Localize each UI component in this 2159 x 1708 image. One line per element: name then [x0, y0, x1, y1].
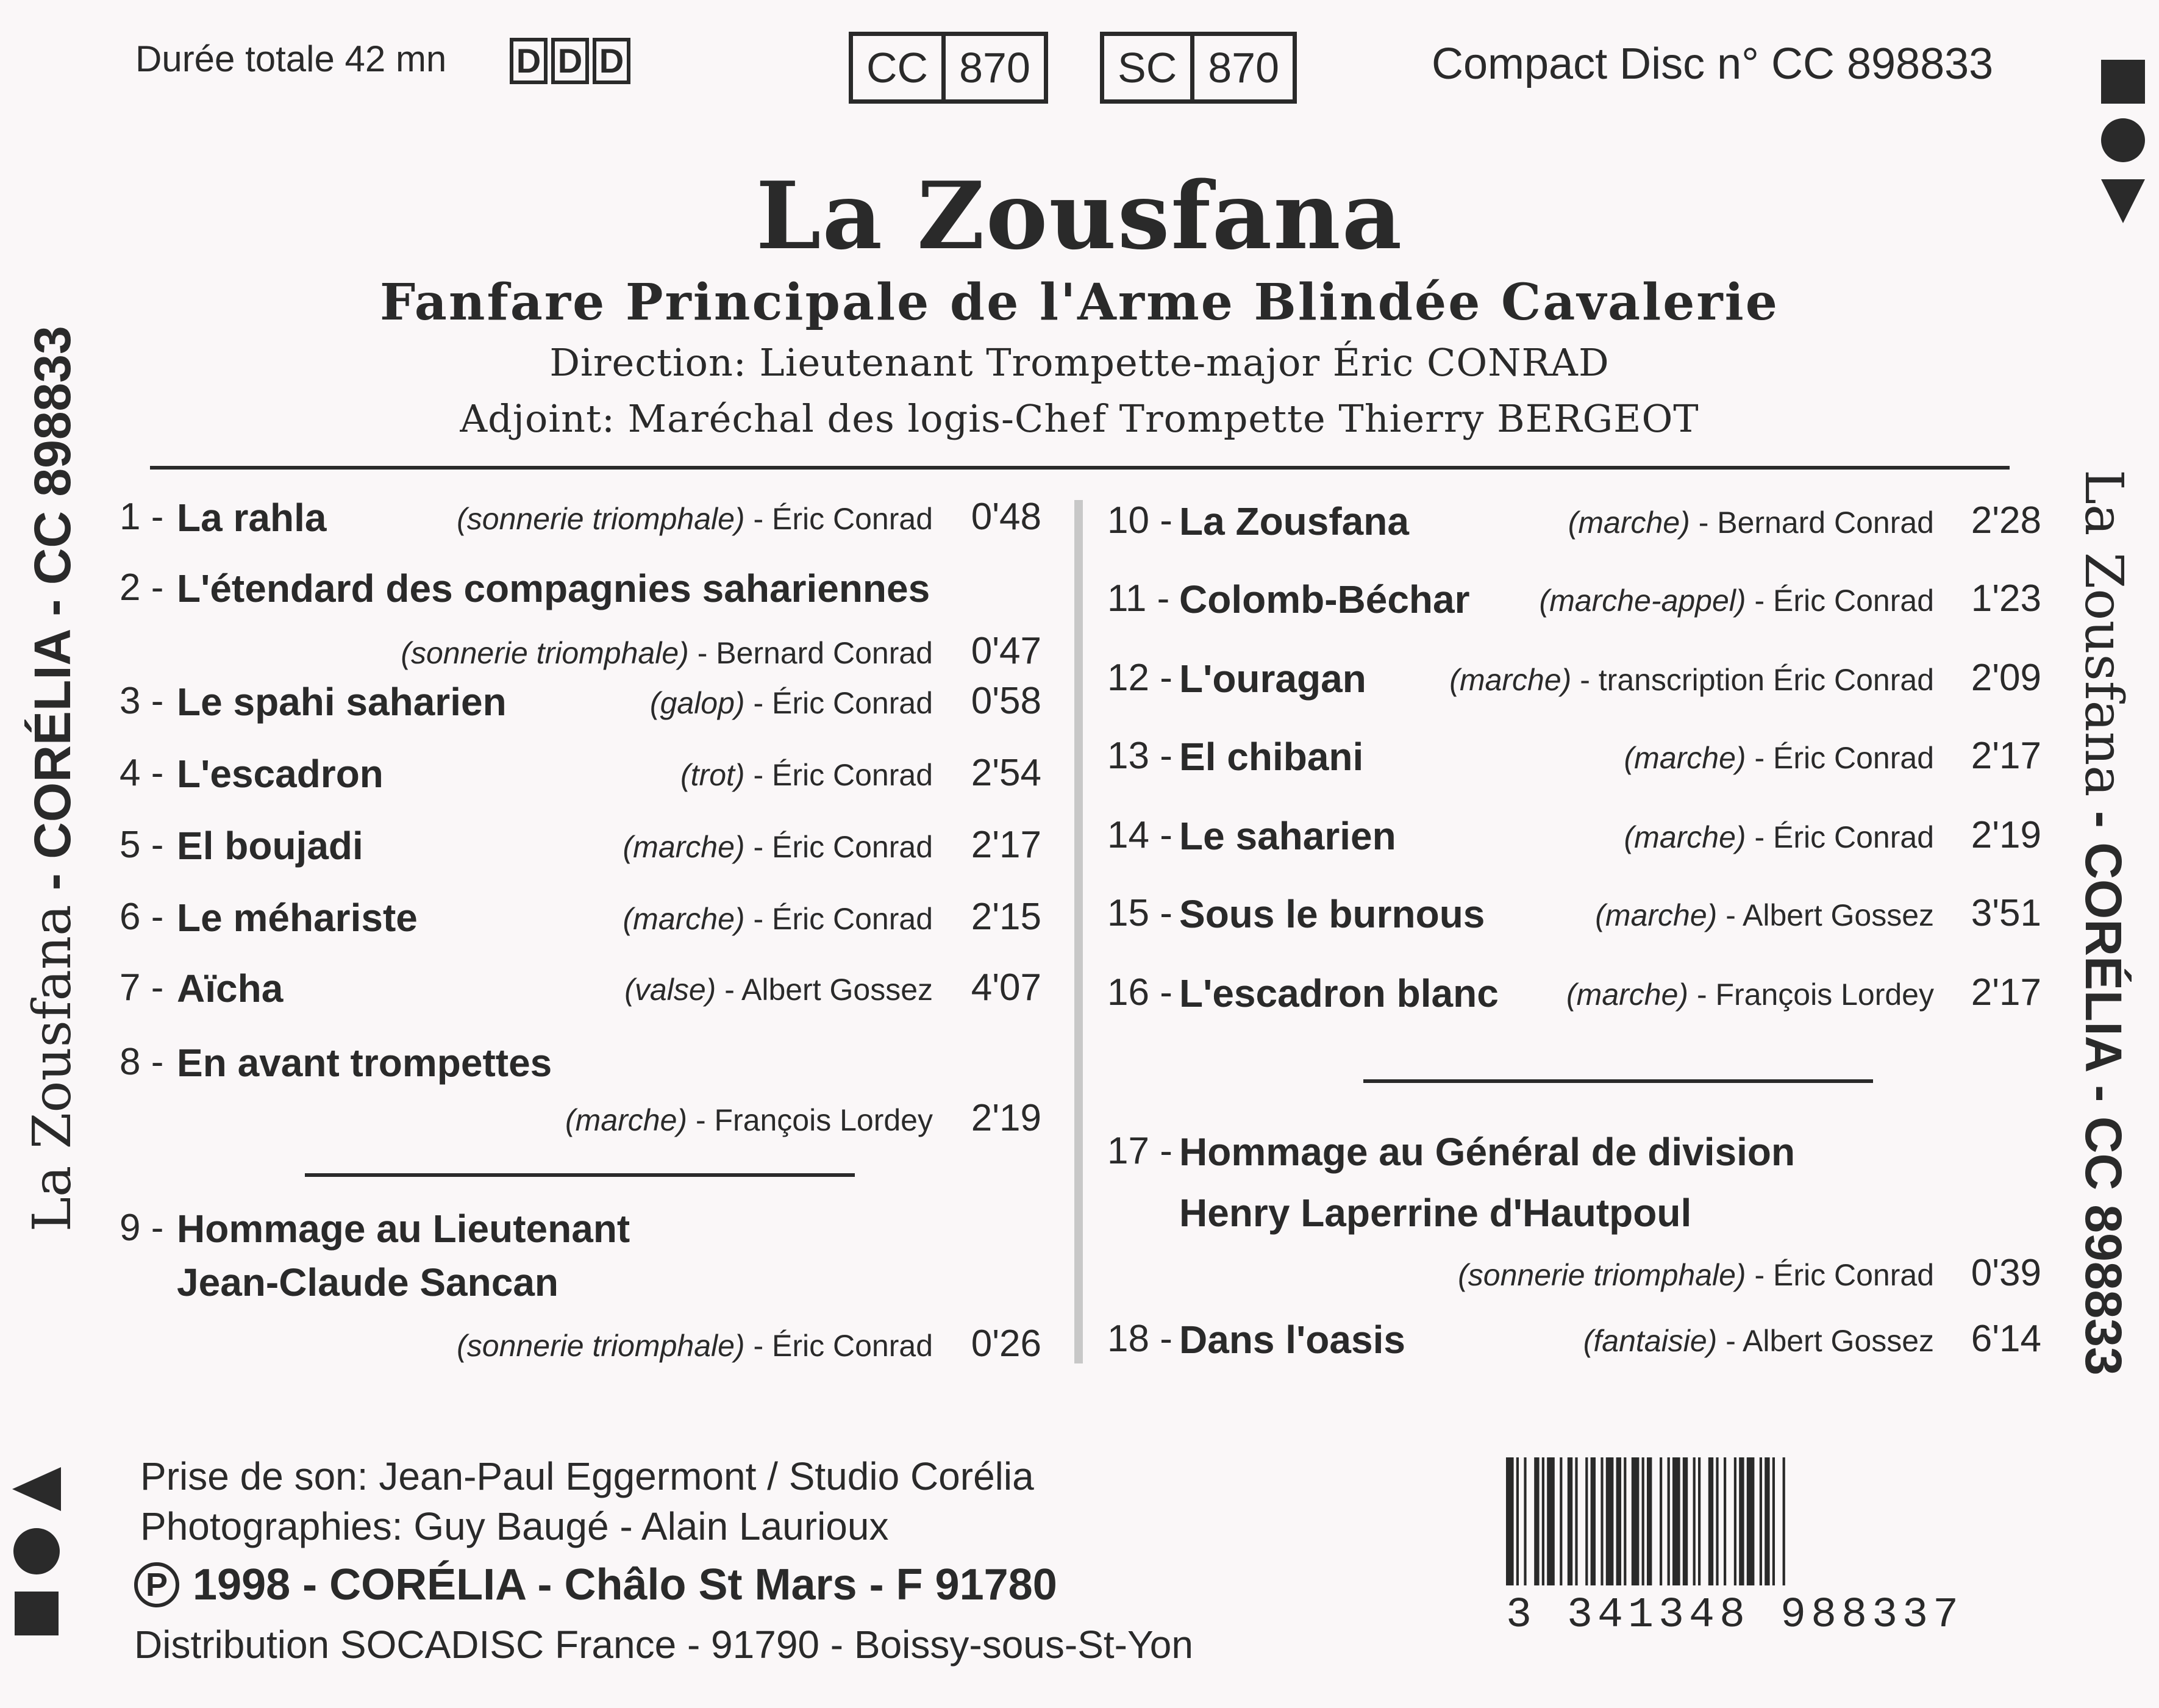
track-number: 2 -: [120, 566, 164, 609]
sound-credit: Prise de son: Jean-Paul Eggermont / Studio Corélia: [140, 1454, 1034, 1498]
barcode-bar: [1739, 1457, 1744, 1585]
cc-code-box: [849, 32, 1048, 104]
barcode-bar: [1601, 1457, 1603, 1585]
track-duration: 0'26: [971, 1323, 1041, 1365]
track-number: 14 -: [1107, 814, 1172, 856]
barcode-bar: [1668, 1457, 1670, 1585]
track-duration: 2'28: [1971, 499, 2041, 541]
copyright-line: [134, 1560, 1057, 1610]
track-composer: - transcription Éric Conrad: [1580, 663, 1934, 697]
track-title: El boujadi: [177, 824, 363, 868]
track-duration: 6'14: [1971, 1318, 2041, 1360]
track-composer: - Éric Conrad: [1754, 584, 1934, 618]
track-composer: - Bernard Conrad: [1698, 506, 1934, 540]
sc-label: SC: [1118, 44, 1177, 91]
track-number: 1 -: [120, 496, 164, 538]
track-duration: 2'19: [971, 1097, 1041, 1139]
track-credit: [1624, 740, 1934, 776]
corelia-logo-icon: [12, 1467, 61, 1635]
track-style: (marche): [1624, 820, 1746, 854]
total-duration: Durée totale 42 mn: [135, 38, 447, 79]
track-number: 11 -: [1107, 577, 1170, 620]
track-composer: - Éric Conrad: [753, 1329, 933, 1363]
track-credit: [1583, 1323, 1934, 1359]
track-title-line2: Henry Laperrine d'Hautpoul: [1179, 1191, 1692, 1235]
track-credit: [1458, 1257, 1934, 1293]
track-title: La rahla: [177, 496, 327, 540]
section-rule-right: [1363, 1079, 1873, 1083]
track-style: (marche): [565, 1103, 688, 1137]
phonogram-icon: P: [134, 1562, 179, 1607]
barcode-bar: [1783, 1457, 1785, 1585]
barcode-bar: [1642, 1457, 1644, 1585]
barcode-bar: [1724, 1457, 1726, 1585]
track-credit: [1624, 820, 1934, 855]
album-subtitle: Fanfare Principale de l'Arme Blindée Cavalerie: [380, 273, 1779, 332]
track-style: (marche-appel): [1539, 584, 1746, 618]
track-composer: - François Lordey: [695, 1103, 933, 1137]
barcode-bar: [1516, 1457, 1519, 1585]
track-style: (marche): [1595, 898, 1718, 932]
barcode-bar: [1647, 1457, 1652, 1585]
track-composer: - Albert Gossez: [724, 973, 933, 1007]
track-duration: 2'17: [971, 824, 1041, 866]
barcode-bar: [1760, 1457, 1762, 1585]
track-duration: 2'09: [1971, 657, 2041, 699]
track-duration: 0'47: [971, 630, 1041, 672]
copyright-text: 1998 - CORÉLIA - Châlo St Mars - F 91780: [193, 1560, 1057, 1609]
barcode-bar: [1747, 1457, 1755, 1585]
track-composer: - Éric Conrad: [1754, 741, 1934, 775]
track-credit: [1568, 505, 1934, 540]
track-number: 17 -: [1107, 1130, 1172, 1172]
spine-title: La Zousfana: [2073, 470, 2134, 797]
track-title: La Zousfana: [1179, 499, 1409, 543]
track-title: L'escadron blanc: [1179, 971, 1499, 1015]
track-title: L'étendard des compagnies sahariennes: [177, 566, 930, 610]
track-style: (marche): [1566, 977, 1689, 1012]
track-title: L'escadron: [177, 752, 384, 796]
left-spine-text: [22, 326, 83, 1232]
track-composer: - Éric Conrad: [753, 758, 933, 792]
track-title: Colomb-Béchar: [1179, 577, 1470, 621]
track-credit: [1540, 583, 1934, 618]
track-duration: 0'39: [1971, 1252, 2041, 1294]
title-rule: [150, 466, 2010, 470]
ddd-letter: D: [510, 38, 548, 84]
track-title-line2: Jean-Claude Sancan: [177, 1260, 558, 1304]
track-style: (valse): [624, 973, 716, 1007]
barcode-bar: [1765, 1457, 1769, 1585]
track-title: En avant trompettes: [177, 1041, 552, 1085]
track-title: Dans l'oasis: [1179, 1318, 1405, 1362]
barcode-bar: [1698, 1457, 1700, 1585]
track-duration: 4'07: [971, 967, 1041, 1009]
cc-label: CC: [866, 44, 929, 91]
track-number: 10 -: [1107, 499, 1172, 541]
track-title: Aïcha: [177, 967, 284, 1010]
cc-value: 870: [941, 36, 1044, 99]
barcode-bar: [1716, 1457, 1718, 1585]
spine-rest: - CORÉLIA - CC 898833: [2075, 796, 2132, 1376]
direction-credit: Direction: Lieutenant Trompette-major Éric CONRAD: [549, 340, 1610, 385]
track-style: (sonnerie triomphale): [457, 1329, 745, 1363]
disc-number: Compact Disc n° CC 898833: [1432, 40, 1994, 88]
track-number: 7 -: [120, 967, 164, 1009]
barcode-bar: [1524, 1457, 1526, 1585]
track-style: (sonnerie triomphale): [401, 636, 689, 670]
track-title: Le saharien: [1179, 814, 1396, 858]
barcode-bar: [1585, 1457, 1588, 1585]
track-style: (marche): [623, 830, 745, 864]
barcode-bar: [1560, 1457, 1562, 1585]
track-composer: - Bernard Conrad: [697, 636, 933, 670]
album-title: La Zousfana: [755, 161, 1404, 270]
track-style: (marche): [1568, 506, 1690, 540]
track-credit: [1449, 662, 1934, 698]
track-style: (galop): [649, 686, 745, 720]
track-title: El chibani: [1179, 735, 1364, 779]
track-number: 8 -: [120, 1041, 164, 1083]
track-composer: - Éric Conrad: [753, 686, 933, 720]
track-title: Hommage au Général de division: [1179, 1130, 1796, 1174]
barcode-bar: [1734, 1457, 1736, 1585]
barcode-bar: [1575, 1457, 1577, 1585]
spine-rest: - CORÉLIA - CC 898833: [24, 326, 81, 905]
track-number: 18 -: [1107, 1318, 1172, 1360]
track-number: 4 -: [120, 752, 164, 794]
track-title: Le spahi saharien: [177, 680, 507, 724]
track-duration: 2'19: [1971, 814, 2041, 856]
track-number: 12 -: [1107, 657, 1172, 699]
track-duration: 3'51: [1971, 892, 2041, 934]
adjoint-credit: Adjoint: Maréchal des logis-Chef Trompette Thierry BERGEOT: [460, 396, 1699, 441]
track-composer: - François Lordey: [1696, 977, 1934, 1012]
track-number: 5 -: [120, 824, 164, 866]
barcode-bar: [1632, 1457, 1640, 1585]
barcode-bar: [1672, 1457, 1680, 1585]
track-composer: - Albert Gossez: [1725, 898, 1934, 932]
barcode-bar: [1591, 1457, 1596, 1585]
track-style: (sonnerie triomphale): [457, 502, 745, 536]
track-composer: - Éric Conrad: [753, 830, 933, 864]
barcode-bar: [1547, 1457, 1555, 1585]
barcode-bar: [1708, 1457, 1713, 1585]
barcode-bar: [1660, 1457, 1662, 1585]
track-style: (trot): [680, 758, 745, 792]
track-style: (fantaisie): [1583, 1324, 1718, 1358]
sc-value: 870: [1190, 36, 1293, 99]
barcode-bar: [1683, 1457, 1688, 1585]
column-divider: [1074, 500, 1083, 1363]
track-title: Le méhariste: [177, 896, 418, 940]
track-duration: 2'15: [971, 896, 1041, 938]
track-style: (marche): [1449, 663, 1572, 697]
corelia-logo-icon: [2101, 60, 2145, 224]
track-duration: 2'17: [1971, 971, 2041, 1013]
spine-title: La Zousfana: [22, 904, 83, 1232]
barcode-bar: [1616, 1457, 1621, 1585]
track-style: (marche): [1624, 741, 1746, 775]
barcode-bar: [1534, 1457, 1539, 1585]
track-composer: - Éric Conrad: [1754, 1258, 1934, 1292]
track-title: Hommage au Lieutenant: [177, 1207, 630, 1251]
distribution-line: Distribution SOCADISC France - 91790 - Boissy-sous-St-Yon: [134, 1623, 1193, 1667]
photo-credit: Photographies: Guy Baugé - Alain Laurioux: [140, 1504, 889, 1548]
track-number: 9 -: [120, 1207, 164, 1249]
track-duration: 2'54: [971, 752, 1041, 794]
track-duration: 0'48: [971, 496, 1041, 538]
track-number: 6 -: [120, 896, 164, 938]
track-number: 16 -: [1107, 971, 1172, 1013]
track-title: Sous le burnous: [1179, 892, 1485, 936]
barcode-digits: 3 341348 988337: [1506, 1592, 1964, 1640]
track-composer: - Éric Conrad: [1754, 820, 1934, 854]
barcode-bar: [1568, 1457, 1572, 1585]
track-credit: [1595, 898, 1934, 933]
track-title: L'ouragan: [1179, 657, 1366, 701]
track-style: (marche): [623, 902, 745, 936]
track-credit: [1566, 977, 1934, 1012]
ddd-code: [510, 38, 630, 84]
barcode-bar: [1624, 1457, 1626, 1585]
barcode-bar: [1606, 1457, 1614, 1585]
section-rule-left: [305, 1173, 855, 1177]
track-duration: 0'58: [971, 680, 1041, 722]
ddd-letter: D: [593, 38, 630, 84]
track-composer: - Albert Gossez: [1725, 1324, 1934, 1358]
barcode-bar: [1506, 1457, 1514, 1585]
track-number: 3 -: [120, 680, 164, 722]
track-composer: - Éric Conrad: [753, 902, 933, 936]
track-style: (sonnerie triomphale): [1458, 1258, 1746, 1292]
track-duration: 1'23: [1971, 577, 2041, 620]
track-duration: 2'17: [1971, 735, 2041, 777]
sc-code-box: [1100, 32, 1297, 104]
right-spine-text: [2073, 470, 2134, 1376]
track-number: 15 -: [1107, 892, 1172, 934]
barcode-bar: [1542, 1457, 1544, 1585]
track-composer: - Éric Conrad: [753, 502, 933, 536]
ddd-letter: D: [551, 38, 589, 84]
track-number: 13 -: [1107, 735, 1172, 777]
barcode-bar: [1772, 1457, 1775, 1585]
barcode-icon: [1506, 1457, 1988, 1598]
barcode-bar: [1693, 1457, 1696, 1585]
